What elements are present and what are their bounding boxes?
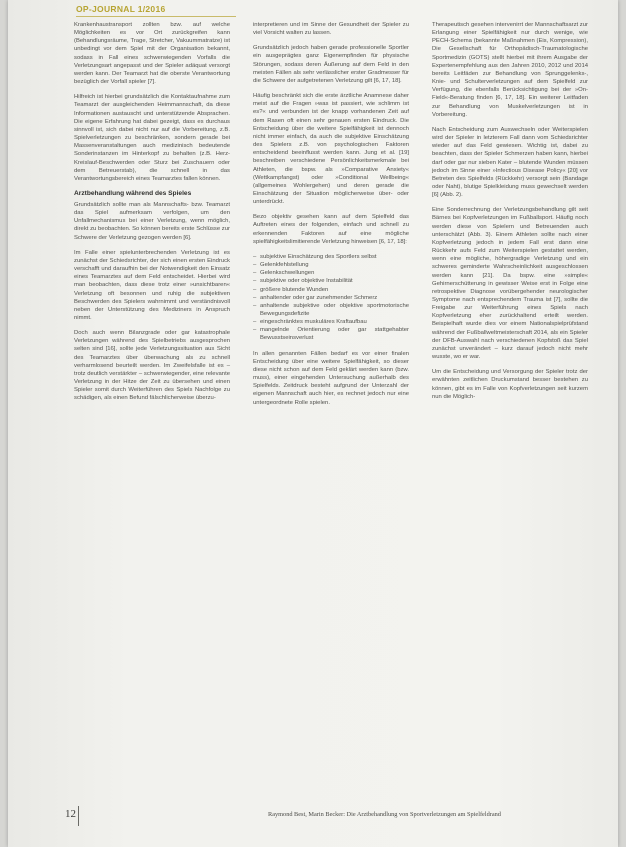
paragraph: Um die Entscheidung und Versorgung der Spieler trotz der erwähnten zeitlichen Druckumstand besser bestehen zu können, gibt es im Falle von Kopfverletzungen seit kurzem nun die Möglich- bbox=[432, 369, 588, 400]
footer-article-credit: Raymond Best, Marin Becker: Die Arztbehandlung von Sportverletzungen am Spielfeldrand bbox=[268, 811, 501, 818]
list-item: – anhaltende subjektive oder objektive sportmotorische Bewegungsdefizite bbox=[260, 302, 409, 318]
paragraph: Bezo objektiv gesehen kann auf dem Spielfeld das Auftreten eines der folgenden, einfach und schnell zu erkennenden Faktoren auf eine mögliche spielfähigkeitslimitierende Verletzung hinweisen [6, 17, 18]: bbox=[253, 214, 409, 245]
section-heading: Arztbehandlung während des Spieles bbox=[74, 189, 192, 197]
list-item: – eingeschränktes muskuläres Kraftaufbau bbox=[260, 318, 409, 326]
page-number: 12 bbox=[65, 808, 76, 820]
list-item: – größere blutende Wunden bbox=[260, 286, 409, 294]
paragraph: Grundsätzlich sollte man als Mannschafts- bzw. Teamarzt das Spiel aufmerksam verfolgen, um den Unfallmechanismus bei einer Verletzung, wenn möglich, direkt zu beobachten. So können bereits erste Schlüsse zur Schwere der Verletzung gezogen werden [6]. bbox=[74, 201, 230, 241]
footer-divider bbox=[78, 806, 79, 826]
list-item: – anhaltender oder gar zunehmender Schmerz bbox=[260, 294, 409, 302]
paragraph: Häufig beschränkt sich die erste ärztliche Anamnese daher meist auf die Fragen »was ist passiert, wie schlimm ist es?« und verbunden ist der knapp vorhandenen Zeit auf dem Rasen oft einen sehr genauen ersten Eindruck. Die Entscheidung über die weitere Spielfähigkeit ist dennoch nicht immer einfach, da auch die subjektive Einschätzung des Spielers z.B. von psychologischen Faktoren entscheidend beeinflusst werden kann. Jung et al. [19] beschreiben verschiedene Persönlichkeitsmerkmale bei Athleten, die bspw. als »Comparative Anxiety« (Wettkampfangst) oder »Conditional Wellbeing« (allgemeines Wohlergehen) und deren gerade die Einschätzung der Situation möglicherweise über- oder unterdrückt. bbox=[253, 93, 409, 206]
paragraph: Im Falle einer spielunterbrechenden Verletzung ist es zunächst der Schiedsrichter, der sich einen ersten Eindruck verschafft und daraufhin bei der Notwendigkeit den Einsatz eines Teamarztes auf dem Feld entscheidet. Hierbei wird man beobachten, dass diese trotz einer »unsichtbaren« Verletzung oft besonnen und ruhig die subjektiven Beschwerden des Spielers wahrnimmt und verständnisvoll neben der Unterstützung des Mediziners in Anspruch nimmt. bbox=[74, 249, 230, 321]
list-item: – subjektive Einschätzung des Sportlers selbst bbox=[260, 253, 409, 261]
journal-running-head: OP-JOURNAL 1/2016 bbox=[76, 4, 166, 14]
paragraph: Grundsätzlich jedoch haben gerade professionelle Sportler ein ausgeprägtes ganz Eigenempfinden für physische Störungen, sodass deren Äußerung auf dem Feld in den meisten Fällen als sehr verlässlicher erster Gradmesser für die Schwere der aufgetretenen Verletzung gilt [6, 17, 18]. bbox=[253, 45, 409, 84]
paragraph: interpretieren und im Sinne der Gesundheit der Spieler zu viel Vorsicht walten zu lassen. bbox=[253, 22, 409, 37]
text-column-3 bbox=[432, 21, 588, 408]
paragraph: In allen genannten Fällen bedarf es vor einer finalen Entscheidung über eine weitere Spielfähigkeit, so dieser diese nicht schon auf dem Feld geklärt werden kann (bzw. muss), einer eingehenden Untersuchung außerhalb des Spielfelds. Zeitdruck besteht aufgrund der Unterzahl der eigenen Mannschaft auch hier, es rechnet jedoch nur eine untergeordnete Rolle spielen. bbox=[253, 350, 409, 406]
list-item: – Gelenkfehlstellung bbox=[260, 261, 409, 269]
list-item: – mangelnde Orientierung oder gar stattgehabter Bewusstseinsverlust bbox=[260, 326, 409, 342]
paragraph: Eine Sonderrechnung der Verletzungsbehandlung gilt seit Bärnes bei Kopfverletzungen im Fußballsport. Häufig noch werden diese von Spielern und Betreuenden auch unterschätzt (Abb. 3). Einem Athleten sollte nach einer Kopfverletzung jedoch in jedem Fall erst dann eine Rückkehr aufs Feld zum Weiterspielen gestattet werden, wenn eine mögliche, höhergradige Verletzung und ein schweres geminderte Wahrscheinlichkeit ausgeschlossen werden kann [21]. Da bspw. eine »simple« Gehirnerschütterung in gewisser Weise erst in Folge eine retrospektive Diagnose vorübergehender neurologischer Symptome nach entsprechendem Trauma ist [7], sollte die Freigabe zur Weiterführung eines Spiels nach Kopfverletzung eher zurückhaltend erteilt werden. Beispielhaft wurde dies vor einem Nationalspielprüfstand während der Fußballweltmeisterschaft 2014, als ein Spieler der DFB-Auswahl nach verschiedenen Kopfstoß das Spiel zunächst unverändert – kurz darauf jedoch nicht mehr wusste, wo er war. bbox=[432, 207, 588, 361]
paragraph: Doch auch wenn Bilanzgrade oder gar katastrophale Verletzungen während des Spielbetriebs ausgesprochen selten sind [16], sollte jede Verletzungssituation aus Sicht des Teamarztes über überwachung als zu schnell verharmlosend beurteilt werden. Im Zweifelsfalle ist es – trotz deutlich verstärkter – schwerwiegender, eine relevante Verletzung in der Hitze der Zeit zu übersehen und einen Spieler somit durch Weiterführen des Spiels Nachfolge zu schädigen, als einen Befund fälschlicherweise überzu- bbox=[74, 330, 230, 402]
paragraph: Krankenhaustransport zollten bzw. auf welche Möglichkeiten es vor Ort zurückgreifen kann (Behandlungsräume, Trage, Stretcher, Vakuummatratze) ist unbedingt vor dem Spiel mit der Organisation bekannt, sodass in Fall eines schwerwiegenden Vorfalls die Verletzungsart angepasst und der Spieler adäquat versorgt werden kann. Der Teamarzt hat die oberste Verantwortung bezüglich der Vorfall spieler [7]. bbox=[74, 22, 230, 86]
symptom-list bbox=[253, 253, 409, 343]
running-head-rule bbox=[76, 16, 236, 17]
text-column-2 bbox=[253, 21, 409, 414]
paragraph: Hilfreich ist hierbei grundsätzlich die Kontaktaufnahme zum Teamarzt der ausgleichenden Heimmannschaft, da diese Informationen austauscht und unterstützende Absprachen. Die eigene Erfahrung hat dabei gezeigt, dass es durchaus sinnvoll ist, sich dabei nicht nur auf die Vorbereitung, z.B. Spielverletzungen zu beschränken, sondern gerade bei Massenveranstaltungen auch medizinisch bedeutende Sonderinstanzen im Hinterkopf zu behalten (z.B. Herz-Kreislauf-Beschwerden oder Sturz bei Zuschauern oder dem Betreuerstab), die schnell in das Verantwortungsbereich eines Teamarztes fallen können. bbox=[74, 94, 230, 182]
paragraph: Nach Entscheidung zum Auswechseln oder Weiterspielen wird der Spieler in letzterem Fall dann vom Schiedsrichter wieder auf das Feld gewiesen. Wichtig ist, dabei zu beachten, dass der Spieler Schmerzen haben kann, hierbei darf oder gar nur sieben Kater – blutende Wunden müssen jedoch im Sinne einer »Infectious Disease Policy« [20] vor Betreten des Spielfelds (Rückkehr) versorgt sein (Bandage oder Naht), blutige Spielkleidung muss gewechselt werden [6] (Abb. 2). bbox=[432, 126, 588, 199]
magazine-page bbox=[8, 0, 618, 847]
paragraph: Therapeutisch gesehen intervenirrt der Mannschaftsarzt zur Erlangung einer Spielfähigkeit nur durch wenige, wie PECH-Schema (bekannte Maßnahmen (Eis, Kompression), Die Gesellschaft für Orthopädisch-Traumatologische Sportmedizin (GOTS) stellt hierbei mit ihrem Ausgabe der Expertenempfehlung aus den Jahren 2010, 2012 und 2014 bereits Leitfäden zur Behandlung von Sprunggelenks-, Knie- und Schulterverletzungen auf dem Spielfeld zur Verfügung, die ebenfalls Berücksichtigung bei der »On-Field«-Beratung finden [6, 17, 18]. Ein weiterer Leitfaden zur Behandlung von Muskelverletzungen ist in Vorbereitung. bbox=[432, 22, 588, 118]
list-item: – subjektive oder objektive Instabilität bbox=[260, 277, 409, 285]
list-item: – Gelenkschwellungen bbox=[260, 269, 409, 277]
text-column-1 bbox=[74, 21, 230, 410]
